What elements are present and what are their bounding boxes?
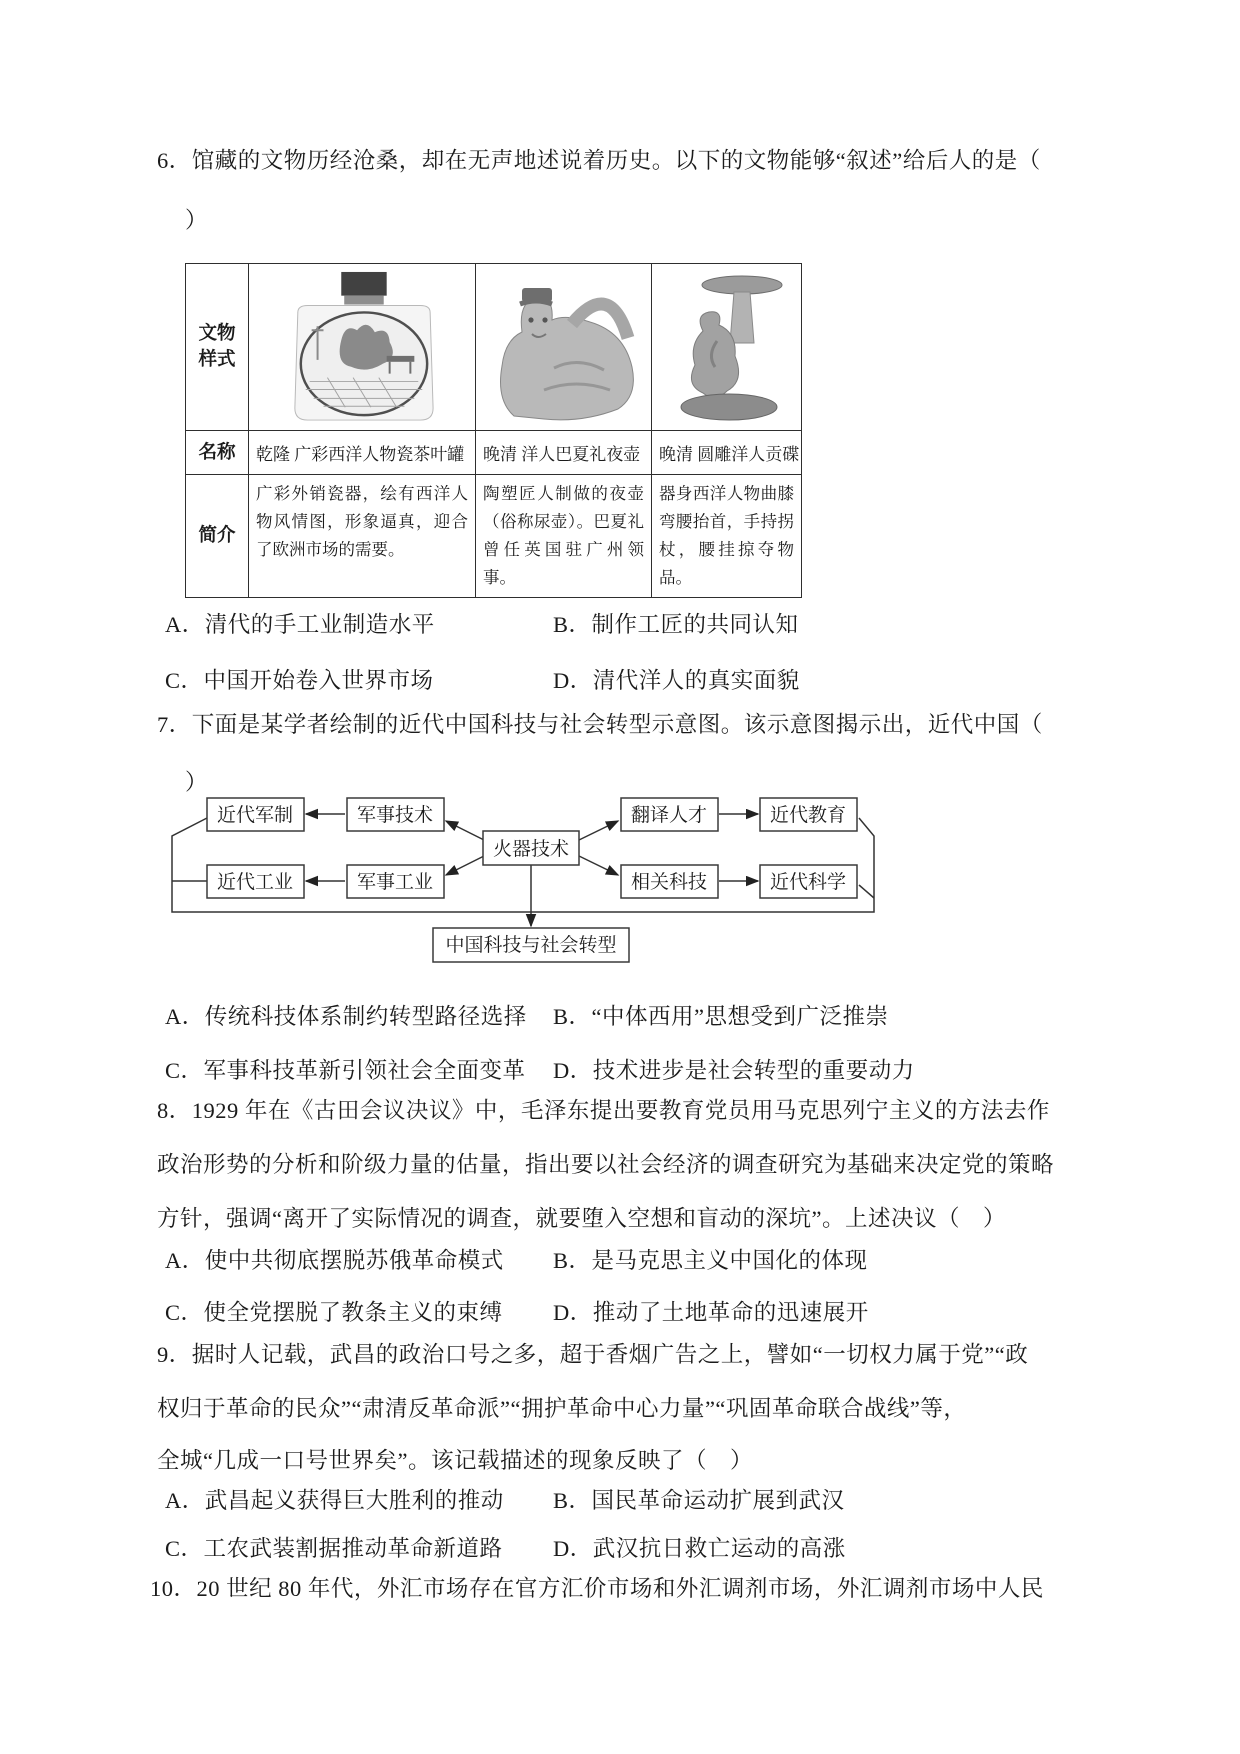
- question-7-line-1: 7．下面是某学者绘制的近代中国科技与社会转型示意图。该示意图揭示出，近代中国（: [157, 712, 1043, 737]
- option-8-c: C．使全党摆脱了教条主义的束缚: [165, 1300, 503, 1325]
- diagram-box-modern-military-system: 近代军制: [216, 805, 294, 826]
- option-9-c: C．工农武装割据推动革命新道路: [165, 1536, 503, 1561]
- night-pot-drawing: [484, 272, 644, 422]
- option-6-c: C．中国开始卷入世界市场: [165, 668, 434, 693]
- artifact-name-3: 晚清 圆雕洋人贡碟: [652, 431, 801, 475]
- question-8-line-2: 政治形势的分析和阶级力量的估量，指出要以社会经济的调查研究为基础来决定党的策略: [157, 1152, 1055, 1177]
- diagram-box-firearms-technology: 火器技术: [492, 839, 570, 860]
- name-row-label: 名称: [186, 431, 249, 475]
- artifact-table: [185, 263, 802, 598]
- diagram-box-china-tech-social-transform: 中国科技与社会转型: [445, 935, 617, 956]
- artifact-intro-3: 器身西洋人物曲膝弯腰抬首，手持拐杖，腰挂掠夺物品。: [652, 475, 801, 597]
- option-9-b: B．国民革命运动扩展到武汉: [553, 1488, 845, 1513]
- question-9-line-1: 9．据时人记载，武昌的政治口号之多，超于香烟广告之上，譬如“一切权力属于党”“政: [157, 1342, 1029, 1367]
- artifact-photo-3: [652, 264, 801, 431]
- diagram-box-military-technology: 军事技术: [356, 805, 434, 826]
- artifact-name-2: 晚清 洋人巴夏礼夜壶: [476, 431, 652, 475]
- artifact-intro-2: 陶塑匠人制做的夜壶（俗称尿壶）。巴夏礼曾任英国驻广州领事。: [476, 475, 652, 597]
- option-8-d: D．推动了土地革命的迅速展开: [553, 1300, 869, 1325]
- question-6-line-1: 6．馆藏的文物历经沧桑，却在无声地述说着历史。以下的文物能够“叙述”给后人的是（: [157, 148, 1041, 173]
- question-9-line-2: 权归于革命的民众”“肃清反革命派”“拥护革命中心力量”“巩固革命联合战线”等，: [157, 1396, 967, 1421]
- question-9-line-3: 全城“几成一口号世界矣”。该记载描述的现象反映了（ ）: [157, 1448, 753, 1473]
- option-9-a: A．武昌起义获得巨大胜利的推动: [165, 1488, 504, 1513]
- tea-canister-drawing: [258, 269, 466, 425]
- option-7-d: D．技术进步是社会转型的重要动力: [553, 1058, 915, 1083]
- option-9-d: D．武汉抗日救亡运动的高涨: [553, 1536, 846, 1561]
- question-8-line-1: 8．1929 年在《古田会议决议》中，毛泽东提出要教育党员用马克思列宁主义的方法去作: [157, 1098, 1050, 1123]
- option-7-b: B．“中体西用”思想受到广泛推崇: [553, 1004, 889, 1029]
- diagram-box-modern-science: 近代科学: [769, 872, 847, 893]
- option-8-a: A．使中共彻底摆脱苏俄革命模式: [165, 1248, 504, 1273]
- diagram-box-modern-industry: 近代工业: [216, 872, 294, 893]
- option-6-b: B．制作工匠的共同认知: [553, 612, 799, 637]
- intro-row-label: 简介: [186, 475, 249, 597]
- artifact-intro-1: 广彩外销瓷器，绘有西洋人物风情图，形象逼真，迎合了欧洲市场的需要。: [249, 475, 476, 597]
- question-10-line-1: 10．20 世纪 80 年代，外汇市场存在官方汇价市场和外汇调剂市场，外汇调剂市场中人民: [150, 1576, 1044, 1601]
- option-6-d: D．清代洋人的真实面貌: [553, 668, 800, 693]
- diagram-box-modern-education: 近代教育: [769, 805, 847, 826]
- question-7-line-2: ）: [185, 770, 209, 795]
- artifact-style-label: 文物样式: [186, 264, 249, 431]
- option-6-a: A．清代的手工业制造水平: [165, 612, 435, 637]
- tech-transform-diagram: [152, 790, 900, 970]
- artifact-photo-2: [476, 264, 652, 431]
- tribute-dish-drawing: [657, 271, 797, 423]
- diagram-box-translation-talent: 翻译人才: [630, 805, 708, 826]
- diagram-box-military-industry: 军事工业: [356, 872, 434, 893]
- option-7-a: A．传统科技体系制约转型路径选择: [165, 1004, 527, 1029]
- diagram-box-related-science: 相关科技: [630, 872, 708, 893]
- option-8-b: B．是马克思主义中国化的体现: [553, 1248, 868, 1273]
- artifact-photo-1: [249, 264, 476, 431]
- question-8-line-3: 方针，强调“离开了实际情况的调查，就要堕入空想和盲动的深坑”。上述决议（ ）: [157, 1206, 1006, 1231]
- option-7-c: C．军事科技革新引领社会全面变革: [165, 1058, 526, 1083]
- artifact-name-1: 乾隆 广彩西洋人物瓷茶叶罐: [249, 431, 476, 475]
- question-6-line-2: ）: [185, 208, 209, 233]
